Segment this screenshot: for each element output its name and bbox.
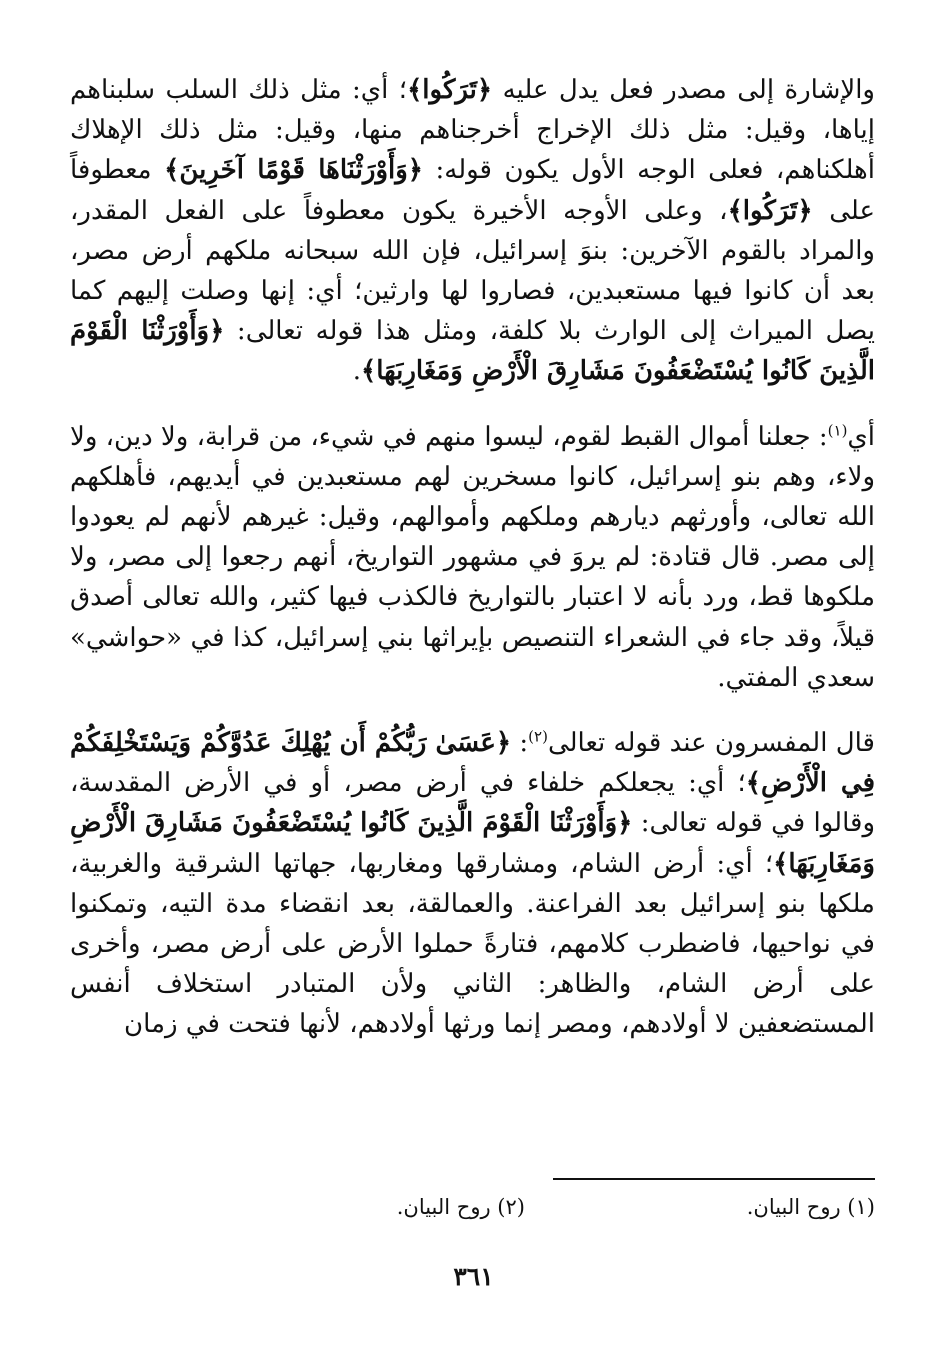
quran-quote: ﴿وَأَوْرَثْنَاهَا قَوْمًا آخَرِينَ﴾	[164, 155, 424, 186]
paragraph-3	[70, 723, 875, 1045]
quran-quote: ﴿تَرَكُوا﴾	[407, 75, 493, 105]
quran-quote: ﴿تَرَكُوا﴾	[727, 195, 813, 226]
paragraph-1-text-1: والإشارة إلى مصدر فعل يدل عليه	[492, 75, 875, 105]
paragraph-1-text-4: ، وعلى الأوجه الأخيرة يكون معطوفاً على الفعل المقدر، والمراد بالقوم الآخرين: بنوَ إسرائيل، فإن الله سبحانه ملكهم أرض مصر، بعد أن كانوا فيها مستعبدين، فصاروا لها وارثين؛ أي: إنها وصلت إليهم كما يصل الميراث إلى الوارث بلا كلفة، ومثل هذا قوله تعالى:	[70, 195, 876, 347]
paragraph-3-text-3: ؛ أي: يجعلكم خلفاء في أرض مصر، أو في الأرض المقدسة، وقالوا في قوله تعالى:	[70, 768, 875, 839]
footnote-ref-2[interactable]: (٢)	[528, 727, 548, 746]
page-number: ٣٦١	[453, 1262, 494, 1291]
paragraph-2	[70, 417, 875, 698]
footnote-separator	[553, 1178, 875, 1180]
paragraph-3-text-2: :	[511, 728, 529, 759]
footnote-1: (١) روح البيان.	[746, 1195, 875, 1219]
quran-quote: ﴿عَسَىٰ رَبُّكُمْ أَن يُهْلِكَ عَدُوَّكُمْ وَيَسْتَخْلِفَكُمْ فِي الْأَرْضِ﴾	[70, 728, 875, 799]
footnote-2: (٢) روح البيان.	[396, 1195, 525, 1219]
page-body	[70, 70, 875, 1045]
paragraph-2-text-1: أي	[847, 421, 875, 452]
paragraph-3-text-4: ؛ أي: أرض الشام، ومشارقها ومغاربها، جهاتها الشرقية والغربية، ملكها بنو إسرائيل بعد الفراعنة. والعمالقة، بعد انقضاء مدة التيه، وتمكنوا في نواحيها، فاضطرب كلامهم، فتارةً حملوا الأرض على أرض مصر، وأخرى على أرض الشام، والظاهر: الثاني ولأن المتبادر استخلاف أنفس المستضعفين لا أولادهم، ومصر إنما ورثها أولادهم، لأنها فتحت في زمان	[70, 848, 875, 1040]
quran-quote: ﴿وَأَوْرَثْنَا الْقَوْمَ الَّذِينَ كَانُوا يُسْتَضْعَفُونَ مَشَارِقَ الْأَرْضِ وَمَغَارِبَهَا﴾	[70, 808, 875, 879]
paragraph-2-text-2: : جعلنا أموال القبط لقوم، ليسوا منهم في شيء، من قرابة، ولا دين، ولا ولاء، وهم بنو إسرائيل، كانوا مسخرين لهم مستعبدين في أيديهم، فأهلكهم الله تعالى، وأورثهم ديارهم وملكهم وأموالهم، وقيل: غيرهم لأنهم لم يعودوا إلى مصر. قال قتادة: لم يروَ في مشهور التواريخ، أنهم رجعوا إلى مصر، ولا ملكوها قط، ورد بأنه لا اعتبار بالتواريخ فالكذب فيها كثير، والله تعالى أصدق قيلاً، وقد جاء في الشعراء التنصيص بإيراثها بني إسرائيل، كذا في «حواشي» سعدي المفتي.	[70, 421, 875, 693]
footnotes	[305, 1195, 875, 1231]
footnote-ref-1[interactable]: (١)	[827, 420, 848, 439]
paragraph-1-text-3: معطوفاً على	[70, 155, 875, 226]
paragraph-3-text-1: قال المفسرون عند قوله تعالى	[547, 728, 875, 759]
paragraph-1	[70, 70, 875, 392]
paragraph-1-text-2: ؛ أي: مثل ذلك السلب سلبناهم إياها، وقيل: مثل ذلك الإخراج أخرجناهم منها، وقيل: مثل ذلك الإهلاك أهلكناهم، فعلى الوجه الأول يكون قوله:	[70, 75, 875, 186]
quran-quote: ﴿وَأَوْرَثْنَا الْقَوْمَ الَّذِينَ كَانُوا يُسْتَضْعَفُونَ مَشَارِقَ الْأَرْضِ وَمَغَارِبَهَا﴾	[70, 316, 875, 387]
paragraph-1-text-5: .	[352, 356, 361, 387]
